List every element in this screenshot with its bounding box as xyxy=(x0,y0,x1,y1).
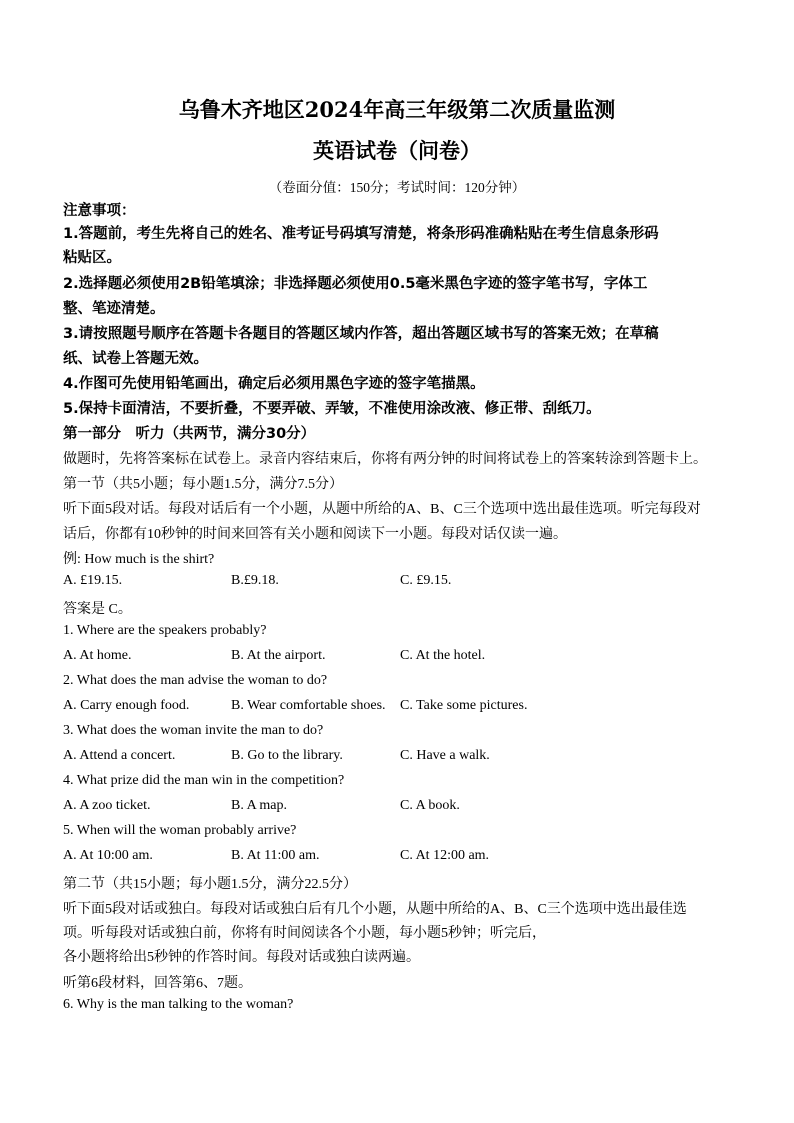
question-1-option-c: C. At the hotel. xyxy=(400,648,486,663)
example-option-a: A. £19.15. xyxy=(63,573,123,588)
section1-instructions: 话后，你都有10秒钟的时间来回答有关小题和阅读下一小题。每段对话仅读一遍。 xyxy=(63,527,567,542)
question-6: 6. Why is the man talking to the woman? xyxy=(63,997,294,1012)
exam-title: 乌鲁木齐地区2024年高三年级第二次质量监测 xyxy=(178,97,616,122)
notice-heading: 注意事项： xyxy=(63,203,136,219)
question-1-option-b: B. At the airport. xyxy=(231,648,326,663)
notice-line: 2.选择题必须使用2B铅笔填涂；非选择题必须使用0.5毫米黑色字迹的签字笔书写，字体工 xyxy=(63,276,648,292)
section1-instructions: 听下面5段对话。每段对话后有一个小题，从题中所给的A、B、C三个选项中选出最佳选项。听完每段对 xyxy=(63,502,701,517)
notice-line: 5.保持卡面清洁，不要折叠，不要弄破、弄皱，不准使用涂改液、修正带、刮纸刀。 xyxy=(63,401,601,417)
question-2-option-c: C. Take some pictures. xyxy=(400,698,528,713)
question-3-option-b: B. Go to the library. xyxy=(231,748,343,763)
question-5-option-b: B. At 11:00 am. xyxy=(231,848,320,863)
section2-instructions: 听下面5段对话或独白。每段对话或独白后有几个小题，从题中所给的A、B、C三个选项中选出最佳选 xyxy=(63,902,687,917)
example-option-b: B.£9.18. xyxy=(231,573,279,588)
section2-instructions: 项。听每段对话或独白前，你将有时间阅读各个小题，每小题5秒钟；听完后， xyxy=(63,926,546,941)
question-4-option-a: A. A zoo ticket. xyxy=(63,798,151,813)
part1-heading: 第一部分 听力（共两节，满分30分） xyxy=(63,426,316,442)
material-6-note: 听第6段材料，回答第6、7题。 xyxy=(63,976,252,991)
question-3-option-a: A. Attend a concert. xyxy=(63,748,176,763)
question-2-option-b: B. Wear comfortable shoes. xyxy=(231,698,386,713)
notice-line: 整、笔迹清楚。 xyxy=(63,301,165,317)
example-answer: 答案是 C。 xyxy=(63,602,132,617)
notice-line: 3.请按照题号顺序在答题卡各题目的答题区域内作答，超出答题区域书写的答案无效；在草稿 xyxy=(63,326,659,342)
question-3-option-c: C. Have a walk. xyxy=(400,748,490,763)
question-4-option-c: C. A book. xyxy=(400,798,460,813)
notice-line: 1.答题前，考生先将自己的姓名、准考证号码填写清楚，将条形码准确粘贴在考生信息条形码 xyxy=(63,226,659,242)
exam-score-time: （卷面分值：150分；考试时间：120分钟） xyxy=(268,180,526,195)
question-3: 3. What does the woman invite the man to do? xyxy=(63,723,324,738)
question-5-option-c: C. At 12:00 am. xyxy=(400,848,490,863)
section2-heading: 第二节（共15小题；每小题1.5分，满分22.5分） xyxy=(63,877,357,892)
question-2: 2. What does the man advise the woman to do? xyxy=(63,673,328,688)
question-1: 1. Where are the speakers probably? xyxy=(63,623,267,638)
question-5-option-a: A. At 10:00 am. xyxy=(63,848,153,863)
question-4-option-b: B. A map. xyxy=(231,798,288,813)
section1-heading: 第一节（共5小题；每小题1.5分，满分7.5分） xyxy=(63,477,343,492)
notice-line: 粘贴区。 xyxy=(63,250,121,266)
question-2-option-a: A. Carry enough food. xyxy=(63,698,190,713)
notice-line: 4.作图可先使用铅笔画出，确定后必须用黑色字迹的签字笔描黑。 xyxy=(63,376,485,392)
notice-line: 纸、试卷上答题无效。 xyxy=(63,351,208,367)
question-5: 5. When will the woman probably arrive? xyxy=(63,823,297,838)
section2-instructions: 各小题将给出5秒钟的作答时间。每段对话或独白读两遍。 xyxy=(63,950,420,965)
part1-intro: 做题时，先将答案标在试卷上。录音内容结束后，你将有两分钟的时间将试卷上的答案转涂到答题卡上。 xyxy=(63,452,707,467)
exam-subject-title: 英语试卷（问卷） xyxy=(313,138,481,163)
question-1-option-a: A. At home. xyxy=(63,648,132,663)
question-4: 4. What prize did the man win in the competition? xyxy=(63,773,345,788)
example-question: 例: How much is the shirt? xyxy=(63,552,215,567)
example-option-c: C. £9.15. xyxy=(400,573,452,588)
